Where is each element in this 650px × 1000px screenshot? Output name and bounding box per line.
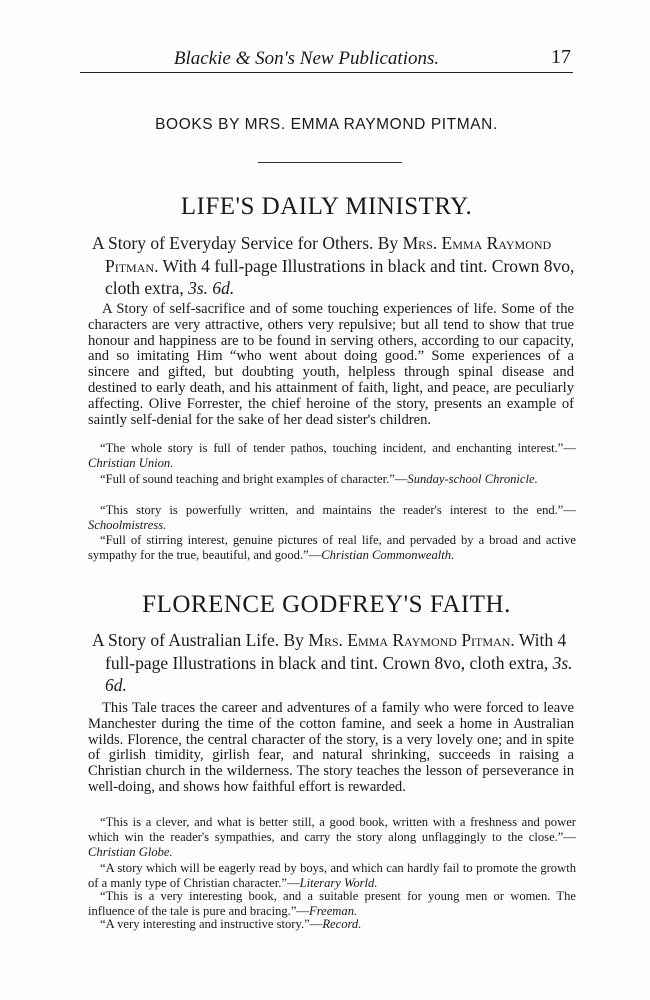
review-quote [88,441,576,471]
book-blurb: This Tale traces the career and adventures of a family who were forced to leave Manchester during the time of the cotton famine, and seek a home in Australian wilds. Florence, the central character of the story, is a very lovely one; and in spite of girlish timidity, girlish fear, and natural shrinking, succeeds in raising a Christian church in the wilderness. The story teaches the lesson of perseverance in well-doing, and shows how faithful effort is rewarded. [88,700,574,795]
review-text: “This is a clever, and what is better still, a good book, written with a freshness and power which win the reader's sympathies, and carry the story along unflaggingly to the close.”— [88,815,576,844]
review-text: “The whole story is full of tender pathos, touching incident, and enchanting interest.”— [100,441,576,455]
review-source: Christian Union. [88,455,174,470]
review-quote [88,533,576,563]
review-quote [88,917,576,932]
desc-price: 3s. 6d. [105,652,573,695]
book-description [92,629,582,697]
review-text: “A story which will be eagerly read by boys, and which can hardly fail to promote the growth of a manly type of Christian character.”— [88,861,576,890]
book-title-florence-godfreys-faith: FLORENCE GODFREY'S FAITH. [142,591,511,618]
running-head [80,42,573,73]
review-source: Sunday-school Chronicle. [407,472,538,486]
review-quote [88,815,576,859]
review-quote [88,889,576,919]
desc-author: Mrs. Emma Raymond Pitman [308,630,511,650]
desc-author: Mrs. Emma Raymond Pitman [105,233,552,276]
series-heading: BOOKS BY MRS. EMMA RAYMOND PITMAN. [155,116,498,133]
desc-lead: A Story of Australian Life. By [92,630,309,650]
running-head-title: Blackie & Son's New Publications. [173,48,440,69]
review-source: Christian Globe. [88,844,173,859]
review-source: Record. [322,917,362,931]
review-source: Literary World. [299,875,378,890]
desc-price: 3s. 6d. [188,278,235,298]
review-quote [88,472,576,487]
desc-lead: A Story of Everyday Service for Others. By [92,233,403,253]
review-source: Schoolmistress. [88,517,167,532]
review-quote [88,861,576,891]
desc-rest: . With 4 full-page Illustrations in black and tint. Crown 8vo, cloth extra, [105,630,567,673]
page-number: 17 [551,46,571,68]
section-divider [258,162,402,163]
review-text: “A very interesting and instructive story.”— [100,917,323,931]
review-source: Freeman. [309,903,358,918]
book-blurb: A Story of self-sacrifice and of some touching experiences of life. Some of the characters are very attractive, others very repulsive; but all tend to show that true honour and happiness are to be found in serving others, according to our capacity, and so imitating Him “who went about doing good.” Some experiences of a sincere and gifted, but doubting youth, helpless through spinal disease and destined to early death, and his attainment of faith, light, and peace, are peculiarly affecting. Olive Forrester, the chief heroine of the story, presents an example of saintly self-denial for the sake of her dead sister's children. [88,301,574,428]
review-text: “Full of sound teaching and bright examples of character.”— [100,472,408,486]
review-quote [88,503,576,533]
review-source: Christian Commonwealth. [321,547,455,562]
desc-rest: . With 4 full-page Illustrations in black and tint. Crown 8vo, cloth extra, [105,255,575,298]
review-text: “This is a very interesting book, and a suitable present for young men or women. The influence of the tale is pure and bracing.”— [88,889,576,918]
book-description [92,232,582,300]
review-text: “This story is powerfully written, and maintains the reader's interest to the end.”— [100,503,576,517]
review-text: “Full of stirring interest, genuine pictures of real life, and pervaded by a broad and active sympathy for the true, beautiful, and good.”— [88,533,576,562]
book-title-lifes-daily-ministry: LIFE'S DAILY MINISTRY. [180,193,473,220]
